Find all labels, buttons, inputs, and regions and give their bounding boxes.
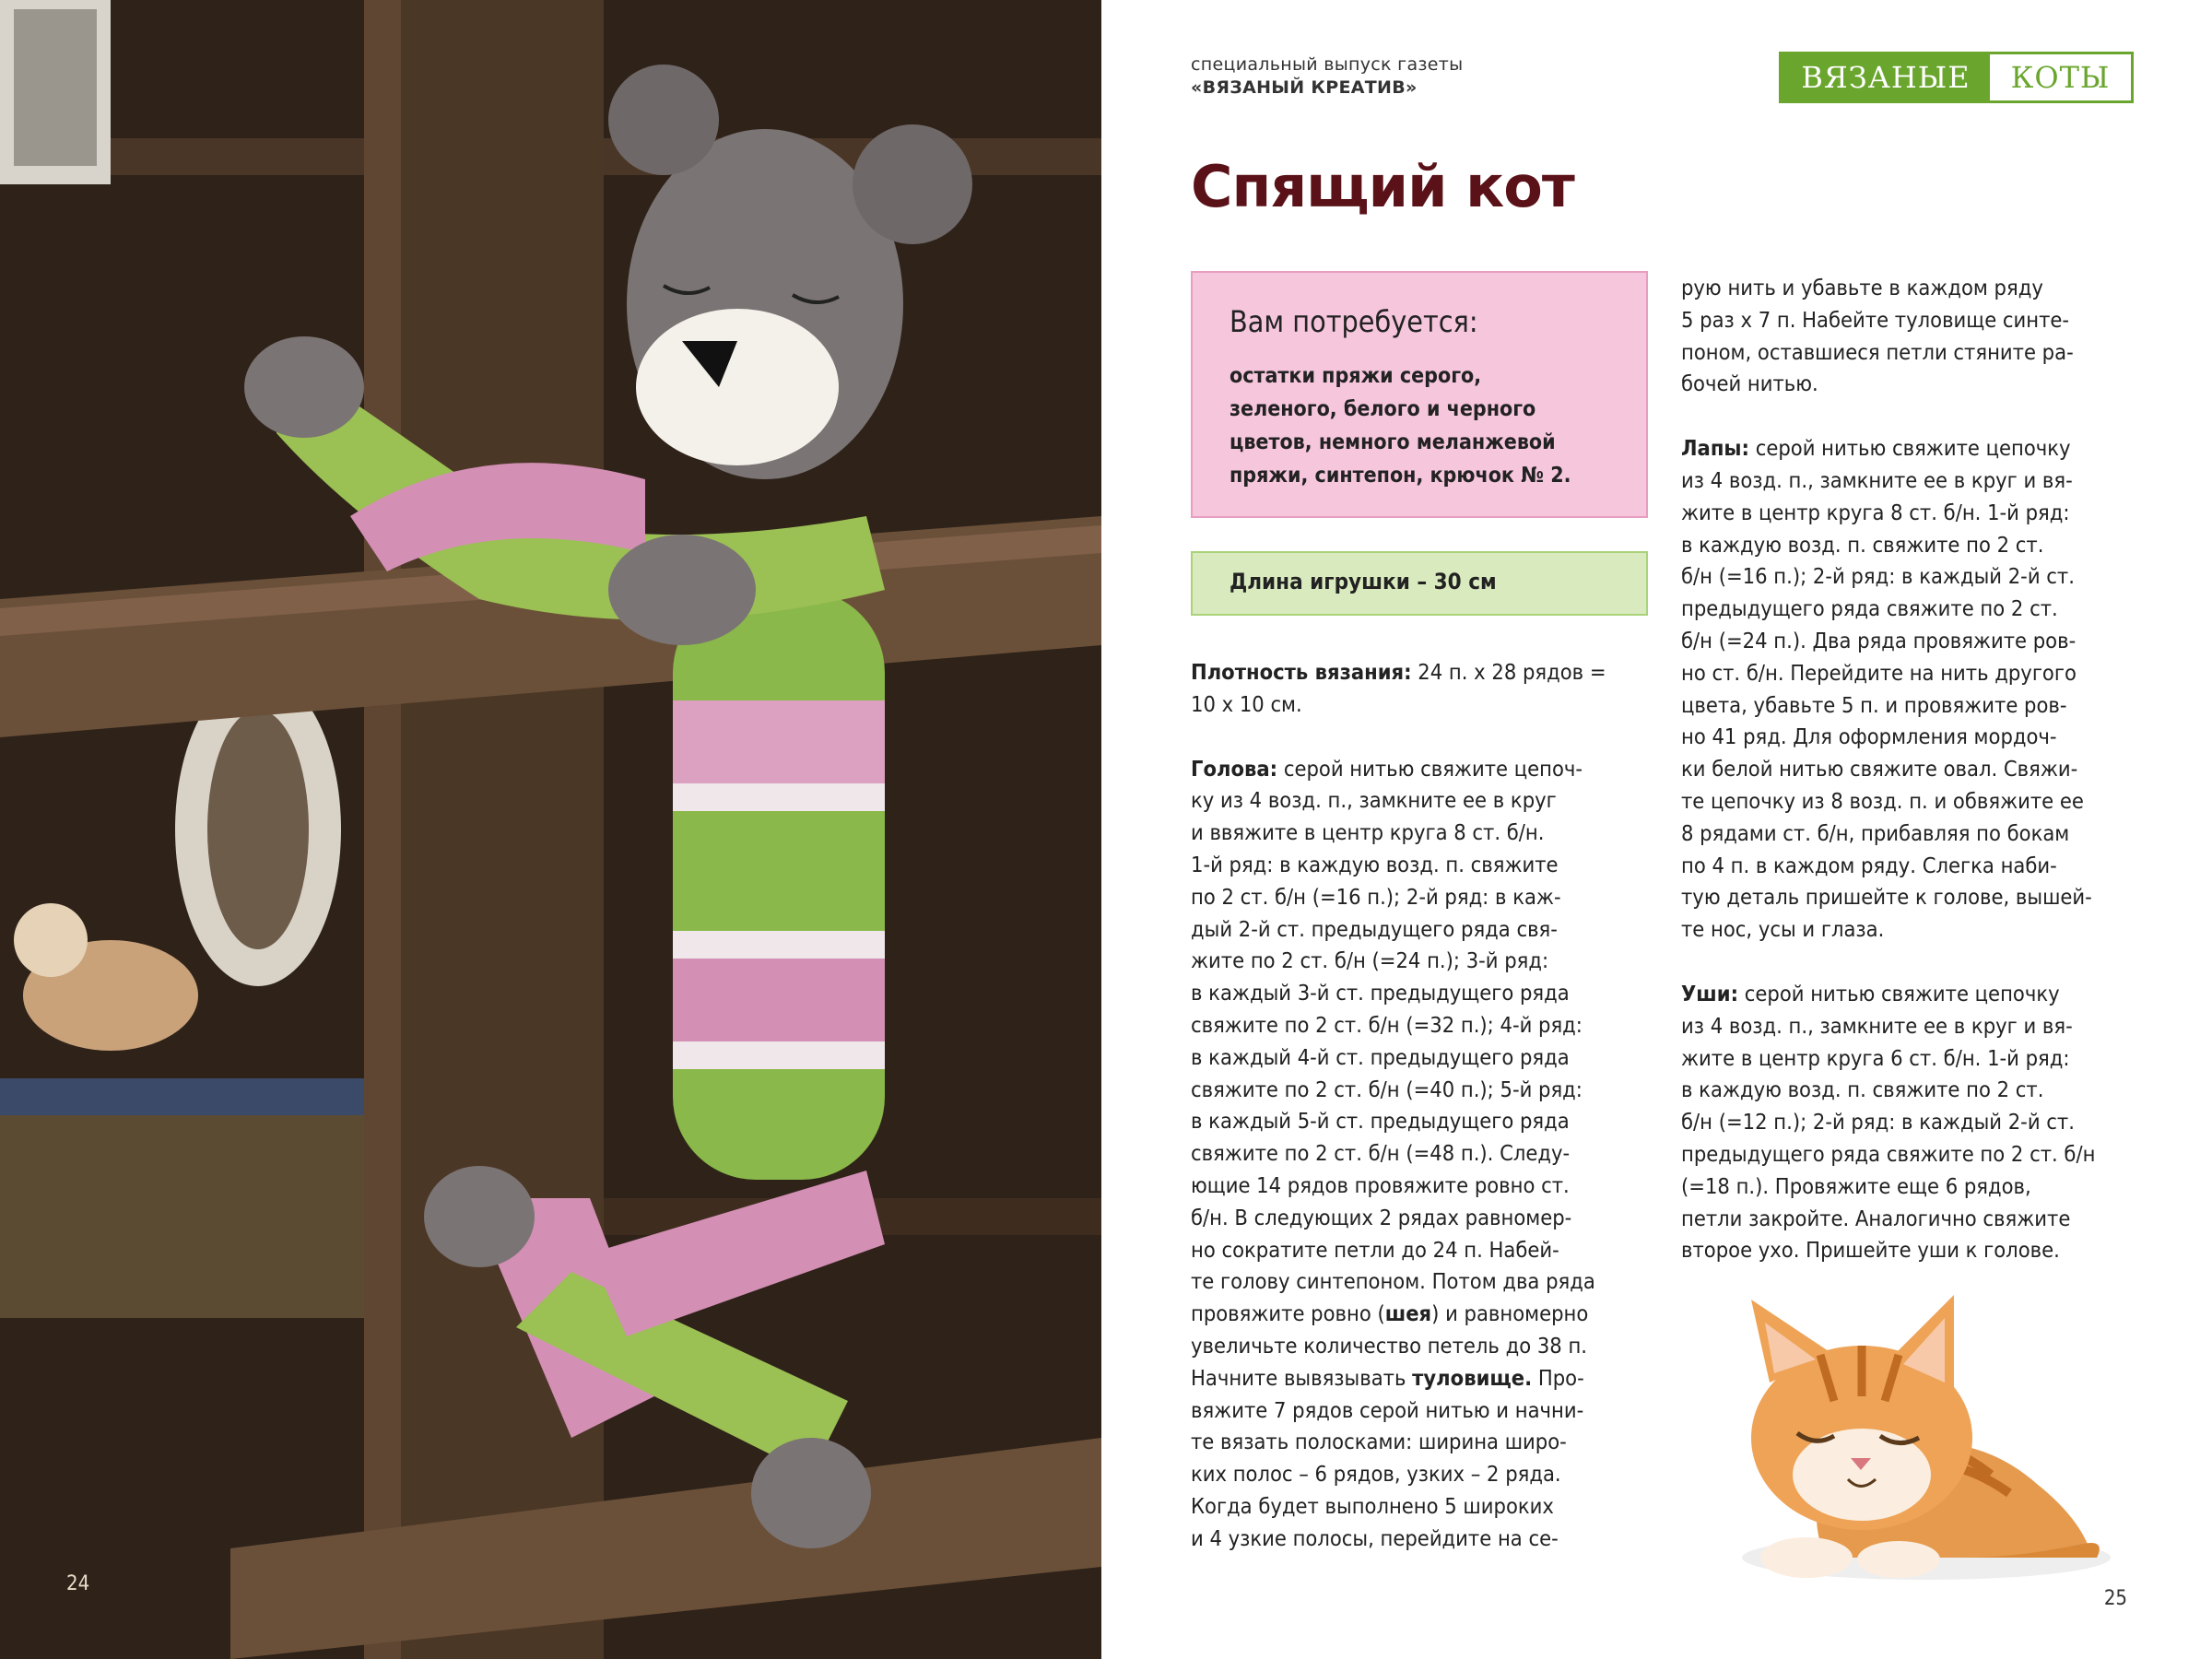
text-line: но сократите петли до 24 п. Набей-: [1191, 1236, 1559, 1263]
page-number-right: 25: [2103, 1587, 2127, 1610]
text-line: б/н (=12 п.); 2-й ряд: в каждый 2-й ст.: [1681, 1109, 2075, 1135]
text-fragment: провяжите ровно (: [1191, 1300, 1385, 1327]
materials-line: зеленого, белого и черного: [1230, 397, 1536, 421]
ears-label: Уши:: [1681, 980, 1739, 1006]
materials-line: пряжи, синтепон, крючок № 2.: [1230, 464, 1571, 488]
article-title: Спящий кот: [1191, 153, 1574, 220]
text-line: 24 п. х 28 рядов =: [1411, 659, 1606, 685]
text-line: серой нитью свяжите цепочку: [1738, 980, 2060, 1006]
text-line: свяжите по 2 ст. б/н (=40 п.); 5-й ряд:: [1191, 1076, 1583, 1102]
text-line: ки белой нитью свяжите овал. Свяжи-: [1681, 756, 2078, 782]
issue-line: специальный выпуск газеты: [1191, 54, 1464, 75]
text-line: ющие 14 рядов провяжите ровно ст.: [1191, 1171, 1570, 1198]
text-column-1: [1191, 656, 1652, 1555]
text-fragment: Про-: [1532, 1364, 1584, 1391]
text-line: в каждую возд. п. свяжите по 2 ст.: [1681, 531, 2044, 558]
sleeping-kitten-icon: [1687, 1281, 2111, 1594]
text-fragment: Начните вывязывать: [1191, 1364, 1413, 1391]
text-line: цвета, убавьте 5 п. и провяжите ров-: [1681, 691, 2067, 718]
text-line: б/н (=24 п.). Два ряда провяжите ров-: [1681, 627, 2077, 653]
text-line: серой нитью свяжите цепоч-: [1277, 755, 1583, 782]
text-line: рую нить и убавьте в каждом ряду: [1681, 275, 2043, 300]
text-line: (=18 п.). Провяжите еще 6 рядов,: [1681, 1172, 2031, 1199]
toy-photo: [0, 0, 1101, 1659]
text-line: б/н. В следующих 2 рядах равномер-: [1191, 1204, 1572, 1230]
text-line: вяжите 7 рядов серой нитью и начни-: [1191, 1396, 1584, 1423]
materials-list: [1230, 359, 1622, 492]
text-column-2: [1681, 272, 2142, 1266]
text-line: поном, оставшиеся петли стяните ра-: [1681, 338, 2074, 365]
ears-paragraph: [1681, 978, 2142, 1010]
text-line: ку из 4 возд. п., замкните ее в круг: [1191, 787, 1557, 814]
text-line: те цепочку из 8 возд. п. и обвяжите ее: [1681, 787, 2084, 814]
text-line: бочей нитью.: [1681, 371, 1818, 397]
materials-box: [1191, 271, 1648, 518]
text-line: второе ухо. Пришейте уши к голове.: [1681, 1237, 2060, 1264]
section-word-2: КОТЫ: [1990, 54, 2131, 100]
density-paragraph: [1191, 656, 1652, 688]
text-line: в каждый 4-й ст. предыдущего ряда: [1191, 1043, 1570, 1070]
page-number-left: 24: [66, 1572, 90, 1595]
text-line: ких полос – 6 рядов, узких – 2 ряда.: [1191, 1461, 1561, 1488]
section-tag: [1779, 52, 2134, 103]
text-line: свяжите по 2 ст. б/н (=32 п.); 4-й ряд:: [1191, 1011, 1583, 1038]
neck-word: шея: [1384, 1300, 1432, 1327]
text-line: 1-й ряд: в каждую возд. п. свяжите: [1191, 851, 1559, 877]
paws-label: Лапы:: [1681, 435, 1749, 462]
text-fragment: ) и равномерно: [1431, 1300, 1589, 1327]
newspaper-name: «ВЯЗАНЫЙ КРЕАТИВ»: [1191, 77, 1418, 98]
text-line: предыдущего ряда свяжите по 2 ст.: [1681, 595, 2058, 622]
text-line: и ввяжите в центр круга 8 ст. б/н.: [1191, 819, 1545, 846]
paws-paragraph: [1681, 432, 2142, 465]
body-word: туловище.: [1412, 1364, 1533, 1391]
text-line: тую деталь пришейте к голове, вышей-: [1681, 884, 2092, 911]
head-paragraph: [1191, 753, 1652, 785]
text-line: дый 2-й ст. предыдущего ряда свя-: [1191, 915, 1558, 942]
materials-line: цветов, немного меланжевой: [1230, 430, 1556, 454]
text-line: жите по 2 ст. б/н (=24 п.); 3-й ряд:: [1191, 947, 1549, 974]
text-line: но 41 ряд. Для оформления мордоч-: [1681, 724, 2057, 750]
text-line: те вязать полосками: ширина широ-: [1191, 1429, 1567, 1455]
text-line: жите в центр круга 6 ст. б/н. 1-й ряд:: [1681, 1044, 2070, 1071]
text-line: 8 рядами ст. б/н, прибавляя по бокам: [1681, 819, 2070, 846]
text-line: Когда будет выполнено 5 широких: [1191, 1492, 1554, 1519]
text-line: 10 х 10 см.: [1191, 690, 1302, 717]
text-line: б/н (=16 п.); 2-й ряд: в каждый 2-й ст.: [1681, 563, 2075, 590]
text-line: в каждый 3-й ст. предыдущего ряда: [1191, 980, 1570, 1006]
text-line: свяжите по 2 ст. б/н (=48 п.). Следу-: [1191, 1140, 1571, 1167]
text-line: 5 раз х 7 п. Набейте туловище синте-: [1681, 306, 2070, 333]
neck-line: [1191, 1298, 1652, 1330]
density-label: Плотность вязания:: [1191, 659, 1412, 685]
text-line: увеличьте количество петель до 38 п.: [1191, 1332, 1587, 1359]
crochet-cat-illustration: [0, 0, 1101, 1659]
materials-line: остатки пряжи серого,: [1230, 364, 1482, 388]
text-line: жите в центр круга 8 ст. б/н. 1-й ряд:: [1681, 499, 2070, 525]
text-line: по 2 ст. б/н (=16 п.); 2-й ряд: в каж-: [1191, 883, 1561, 910]
section-word-1: ВЯЗАНЫЕ: [1782, 54, 1990, 100]
text-line: в каждую возд. п. свяжите по 2 ст.: [1681, 1077, 2044, 1103]
issue-header: [1191, 53, 1463, 100]
body-line: [1191, 1362, 1652, 1394]
text-line: петли закройте. Аналогично свяжите: [1681, 1205, 2071, 1231]
text-line: в каждый 5-й ст. предыдущего ряда: [1191, 1108, 1570, 1135]
head-label: Голова:: [1191, 755, 1278, 782]
text-line: но ст. б/н. Перейдите на нить другого: [1681, 659, 2077, 686]
text-line: предыдущего ряда свяжите по 2 ст. б/н: [1681, 1140, 2096, 1167]
text-line: из 4 возд. п., замкните ее в круг и вя-: [1681, 1012, 2073, 1039]
text-line: из 4 возд. п., замкните ее в круг и вя-: [1681, 466, 2073, 493]
text-line: и 4 узкие полосы, перейдите на се-: [1191, 1524, 1559, 1551]
text-line: те нос, усы и глаза.: [1681, 916, 1885, 943]
materials-heading: Вам потребуется:: [1230, 304, 1478, 339]
text-line: по 4 п. в каждом ряду. Слегка наби-: [1681, 852, 2057, 878]
toy-length: Длина игрушки – 30 см: [1191, 551, 1648, 616]
text-line: те голову синтепоном. Потом два ряда: [1191, 1268, 1595, 1295]
text-line: серой нитью свяжите цепочку: [1749, 435, 2071, 462]
